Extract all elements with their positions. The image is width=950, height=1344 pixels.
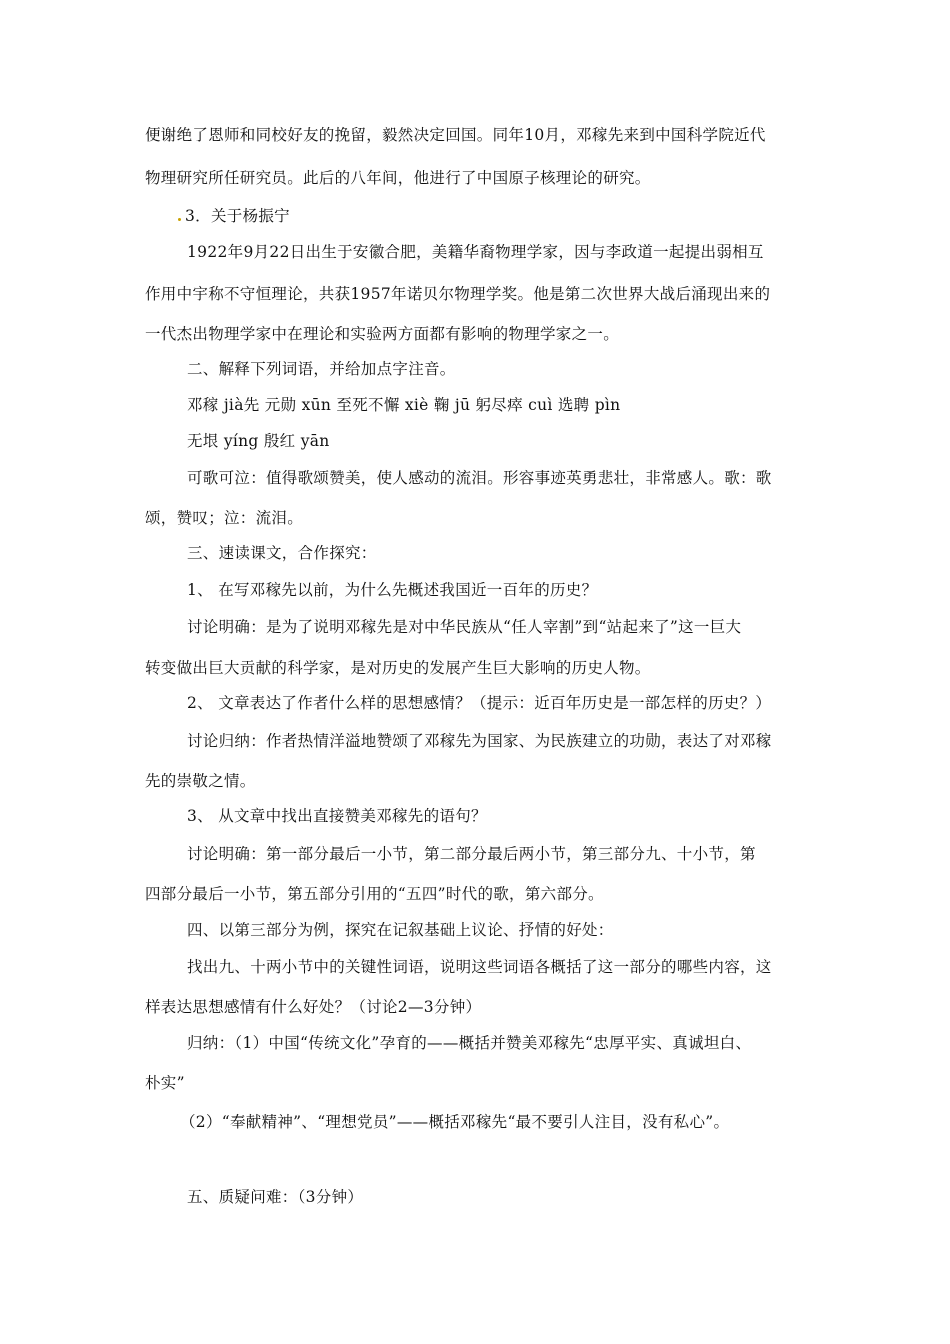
- answer-line: 先的崇敬之情。: [145, 772, 256, 790]
- paragraph-line: 一代杰出物理学家中在理论和实验两方面都有影响的物理学家之一。: [145, 325, 620, 343]
- question-1: 1、 在写邓稼先以前，为什么先概述我国近一百年的历史？: [187, 581, 598, 599]
- section-heading-5: 五、质疑问难：（3分钟）: [187, 1188, 364, 1206]
- paragraph-line: 样表达思想感情有什么好处？（讨论2—3分钟）: [145, 998, 482, 1016]
- paragraph-line: 物理研究所任研究员。此后的八年间，他进行了中国原子核理论的研究。: [145, 169, 651, 187]
- vocab-line: 无垠 yíng 殷红 yān: [187, 432, 330, 450]
- answer-line: 讨论明确：是为了说明邓稼先是对中华民族从“任人宰割”到“站起来了”这一巨大: [187, 618, 742, 636]
- question-3: 3、 从文章中找出直接赞美邓稼先的语句？: [187, 807, 487, 825]
- paragraph-line: 归纳：（1）中国“传统文化”孕育的——概括并赞美邓稼先“忠厚平实、真诚坦白、: [187, 1034, 752, 1052]
- vocab-line: 邓稼 jià先 元勋 xūn 至死不懈 xiè 鞠 jū 躬尽瘁 cuì 选聘 pìn: [187, 396, 621, 414]
- paragraph-line: 便谢绝了恩师和同校好友的挽留，毅然决定回国。同年10月，邓稼先来到中国科学院近代: [145, 126, 766, 144]
- section-heading-4: 四、以第三部分为例，探究在记叙基础上议论、抒情的好处：: [187, 921, 614, 939]
- paragraph-line: 颂，赞叹；泣：流泪。: [145, 509, 304, 527]
- section-heading-3: 三、速读课文，合作探究：: [187, 544, 377, 562]
- paragraph-line: 朴实”: [145, 1074, 185, 1092]
- marker-dot-icon: [178, 218, 181, 221]
- question-2: 2、 文章表达了作者什么样的思想感情？（提示：近百年历史是一部怎样的历史？）: [187, 694, 772, 712]
- paragraph-line: 作用中宇称不守恒理论，共获1957年诺贝尔物理学奖。他是第二次世界大战后涌现出来的: [145, 285, 771, 303]
- paragraph-line: 1922年9月22日出生于安徽合肥，美籍华裔物理学家，因与李政道一起提出弱相互: [187, 243, 764, 261]
- answer-line: 讨论明确：第一部分最后一小节，第二部分最后两小节，第三部分九、十小节，第: [187, 845, 756, 863]
- paragraph-line: （2）“奉献精神”、“理想党员”——概括邓稼先“最不要引人注目，没有私心”。: [180, 1113, 730, 1131]
- answer-line: 讨论归纳：作者热情洋溢地赞颂了邓稼先为国家、为民族建立的功勋，表达了对邓稼: [187, 732, 772, 750]
- paragraph-line: 找出九、十两小节中的关键性词语，说明这些词语各概括了这一部分的哪些内容，这: [187, 958, 772, 976]
- answer-line: 转变做出巨大贡献的科学家，是对历史的发展产生巨大影响的历史人物。: [145, 659, 651, 677]
- paragraph-line: 可歌可泣：值得歌颂赞美，使人感动的流泪。形容事迹英勇悲壮，非常感人。歌：歌: [187, 469, 772, 487]
- subheading-yang-zhenning: 3．关于杨振宁: [178, 205, 290, 227]
- answer-line: 四部分最后一小节，第五部分引用的“五四”时代的歌，第六部分。: [145, 885, 604, 903]
- section-heading-2: 二、解释下列词语，并给加点字注音。: [187, 360, 456, 378]
